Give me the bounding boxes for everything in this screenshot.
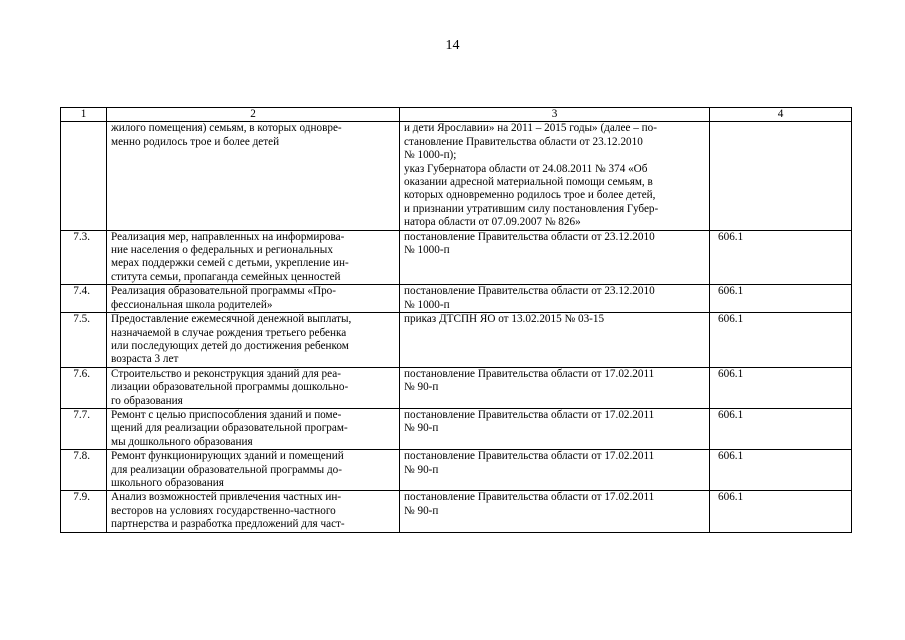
table-row <box>61 285 852 313</box>
table-row <box>61 313 852 368</box>
measure-line: фессиональная школа родителей» <box>111 298 273 311</box>
row-number: 7.9. <box>61 491 107 532</box>
legal-basis-line: постановление Правительства области от 17.02.2011 <box>404 408 655 421</box>
measure-line: Ремонт с целью приспособления зданий и поме- <box>111 408 342 421</box>
column-header-3: 3 <box>400 108 710 122</box>
legal-basis-cell <box>400 367 710 408</box>
code-cell: 606.1 <box>710 408 852 449</box>
table-row <box>61 122 852 230</box>
measure-cell <box>107 491 400 532</box>
table-row <box>61 230 852 285</box>
measure-line: школьного образования <box>111 476 224 489</box>
measure-line: Реализация образовательной программы «Про- <box>111 285 337 298</box>
measure-cell <box>107 408 400 449</box>
legal-basis-line: которых одновременно родилось трое и более детей, <box>404 189 656 202</box>
legal-basis-cell <box>400 122 710 230</box>
row-number: 7.3. <box>61 230 107 285</box>
column-header-2: 2 <box>107 108 400 122</box>
measure-line: назначаемой в случае рождения третьего ребенка <box>111 326 347 339</box>
code-cell: 606.1 <box>710 491 852 532</box>
legal-basis-line: № 1000-п); <box>404 149 457 162</box>
measure-line: жилого помещения) семьям, в которых одновре- <box>111 122 342 135</box>
legal-basis-line: постановление Правительства области от 17.02.2011 <box>404 491 655 504</box>
legal-basis-cell <box>400 450 710 491</box>
legal-basis-line: постановление Правительства области от 17.02.2011 <box>404 367 655 380</box>
table-row <box>61 491 852 532</box>
code-cell: 606.1 <box>710 450 852 491</box>
legal-basis-line: и признании утратившим силу постановления Губер- <box>404 202 659 215</box>
measure-cell <box>107 285 400 313</box>
legal-basis-cell <box>400 491 710 532</box>
measure-cell <box>107 122 400 230</box>
measure-line: весторов на условиях государственно-частного <box>111 504 336 517</box>
column-header-1: 1 <box>61 108 107 122</box>
legal-basis-cell <box>400 313 710 368</box>
measure-line: партнерства и разработка предложений для част- <box>111 518 345 531</box>
table-row <box>61 408 852 449</box>
column-header-4: 4 <box>710 108 852 122</box>
legal-basis-line: № 90-п <box>404 504 439 517</box>
legal-basis-cell <box>400 408 710 449</box>
measure-line: ститута семьи, пропаганда семейных ценностей <box>111 270 341 283</box>
table-body <box>61 108 852 533</box>
legal-basis-line: постановление Правительства области от 23.12.2010 <box>404 285 655 298</box>
page-number: 14 <box>445 38 460 53</box>
legal-basis-line: натора области от 07.09.2007 № 826» <box>404 216 581 229</box>
measure-line: Ремонт функционирующих зданий и помещений <box>111 450 344 463</box>
measure-line: мы дошкольного образования <box>111 435 253 448</box>
row-number: 7.8. <box>61 450 107 491</box>
measure-cell <box>107 230 400 285</box>
measure-line: возраста 3 лет <box>111 353 179 366</box>
table-header-row <box>61 108 852 122</box>
table-row <box>61 367 852 408</box>
measure-line: или последующих детей до достижения ребенком <box>111 339 349 352</box>
measures-table <box>60 107 852 533</box>
legal-basis-line: № 90-п <box>404 381 439 394</box>
legal-basis-line: № 1000-п <box>404 244 450 257</box>
measure-line: Реализация мер, направленных на информирова- <box>111 230 345 243</box>
legal-basis-line: указ Губернатора области от 24.08.2011 № 374 «Об <box>404 162 648 175</box>
legal-basis-line: № 90-п <box>404 463 439 476</box>
legal-basis-cell <box>400 285 710 313</box>
legal-basis-line: постановление Правительства области от 23.12.2010 <box>404 230 655 243</box>
code-cell: 606.1 <box>710 367 852 408</box>
legal-basis-line: оказании адресной материальной помощи семьям, в <box>404 176 653 189</box>
table-row <box>61 450 852 491</box>
measure-line: менно родилось трое и более детей <box>111 135 280 148</box>
measure-line: Строительство и реконструкция зданий для реа- <box>111 367 341 380</box>
measure-cell <box>107 313 400 368</box>
code-cell <box>710 122 852 230</box>
measure-line: щений для реализации образовательной програм- <box>111 422 348 435</box>
row-number <box>61 122 107 230</box>
legal-basis-line: приказ ДТСПН ЯО от 13.02.2015 № 03-15 <box>404 313 605 326</box>
measure-cell <box>107 450 400 491</box>
measure-line: Анализ возможностей привлечения частных ин- <box>111 491 342 504</box>
row-number: 7.6. <box>61 367 107 408</box>
legal-basis-line: и дети Ярославии» на 2011 – 2015 годы» (далее – по- <box>404 122 657 135</box>
measure-line: лизации образовательной программы дошкольно- <box>111 381 349 394</box>
legal-basis-line: становление Правительства области от 23.12.2010 <box>404 135 643 148</box>
code-cell: 606.1 <box>710 285 852 313</box>
legal-basis-cell <box>400 230 710 285</box>
measure-line: го образования <box>111 394 183 407</box>
row-number: 7.7. <box>61 408 107 449</box>
measure-line: мерах поддержки семей с детьми, укрепление ин- <box>111 257 349 270</box>
row-number: 7.5. <box>61 313 107 368</box>
measure-line: ние населения о федеральных и региональных <box>111 244 333 257</box>
code-cell: 606.1 <box>710 230 852 285</box>
legal-basis-line: № 90-п <box>404 422 439 435</box>
code-cell: 606.1 <box>710 313 852 368</box>
row-number: 7.4. <box>61 285 107 313</box>
measure-line: для реализации образовательной программы до- <box>111 463 343 476</box>
legal-basis-line: постановление Правительства области от 17.02.2011 <box>404 450 655 463</box>
measure-line: Предоставление ежемесячной денежной выплаты, <box>111 313 352 326</box>
measure-cell <box>107 367 400 408</box>
legal-basis-line: № 1000-п <box>404 298 450 311</box>
